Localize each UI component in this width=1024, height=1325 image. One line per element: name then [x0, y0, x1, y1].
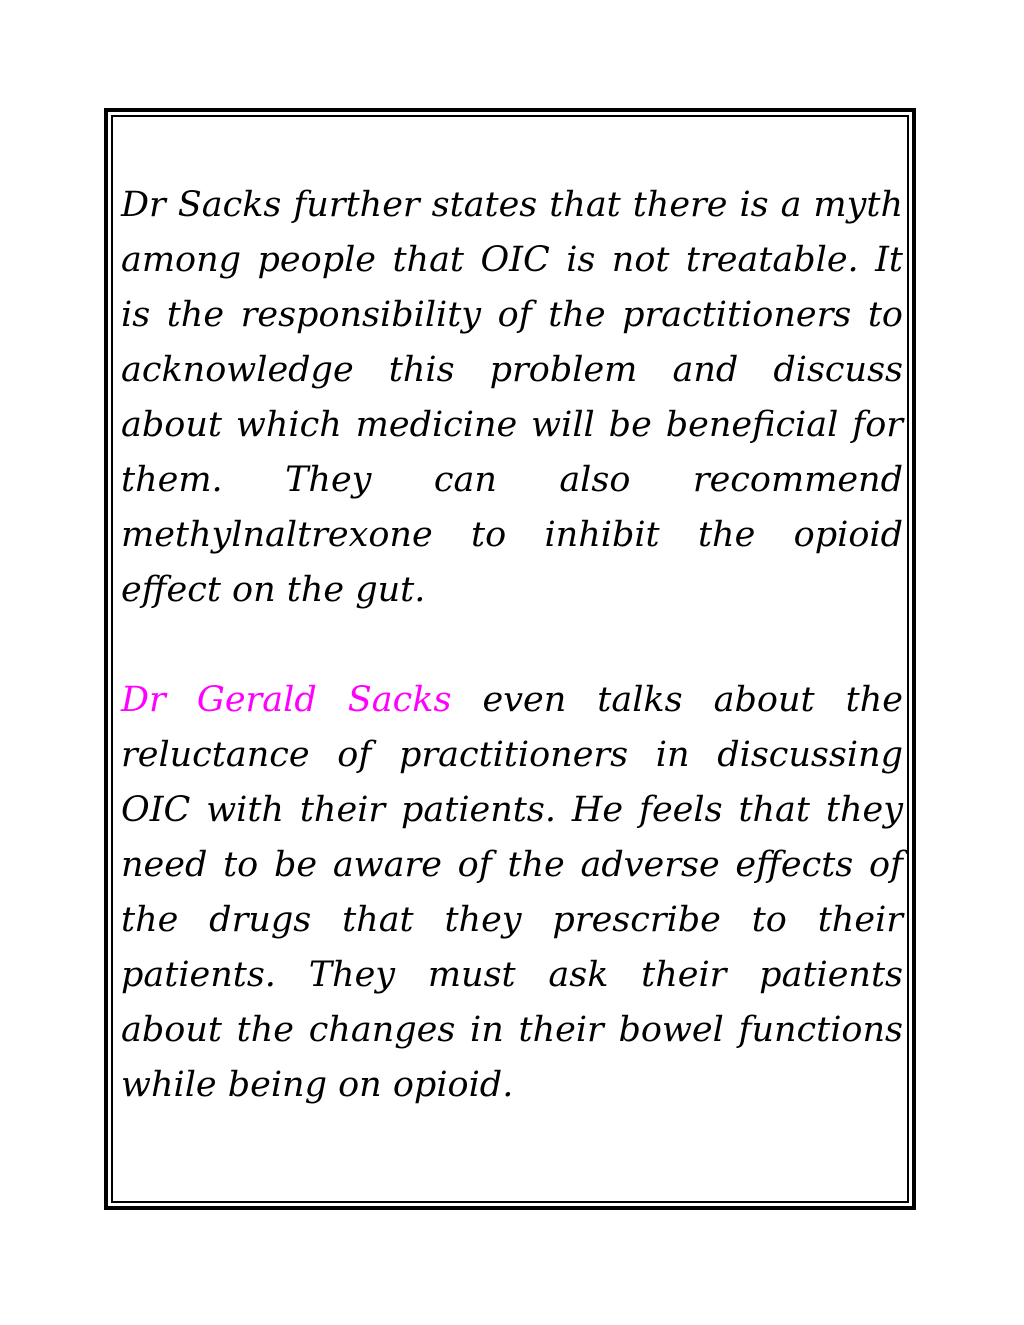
- paragraph-1: Dr Sacks further states that there is a myth among people that OIC is not treatable. It is the responsibility of the practitioners to acknowledge this problem and discuss about which medicine will be beneficial for them. They can also recommend methylnaltrexone to inhibit the opioid effect on the gut.: [121, 185, 903, 610]
- paragraph-2-text: even talks about the reluctance of practitioners in discussing OIC with their patients. He feels that they need to be aware of the adverse effects of the drugs that they prescribe to their patients. They must ask their patients about the changes in their bowel functions while being on opioid.: [121, 680, 903, 1105]
- paragraph-spacer: [121, 618, 903, 673]
- highlighted-name: Dr Gerald Sacks: [121, 680, 452, 720]
- paragraph-2: [121, 673, 903, 1113]
- document-body: [121, 178, 903, 1113]
